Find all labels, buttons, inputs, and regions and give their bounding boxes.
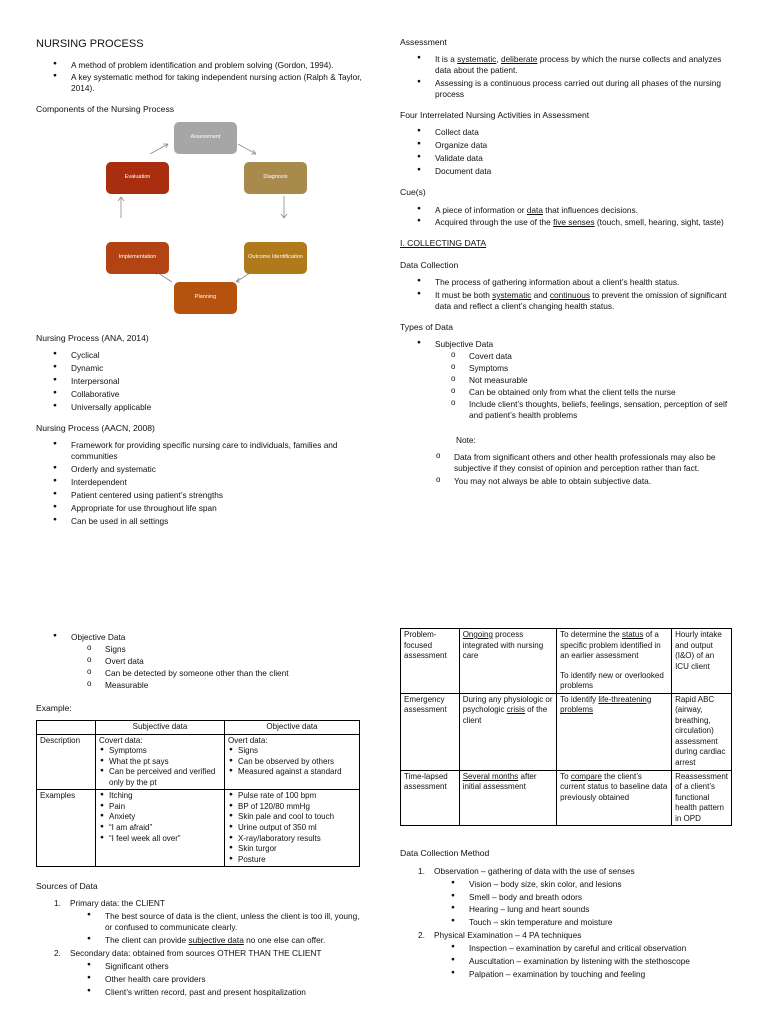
list-item: ● The process of gathering information about a client’s health status. xyxy=(400,277,735,288)
data-collection-heading: Data Collection xyxy=(400,259,459,270)
list-item xyxy=(434,969,735,980)
table-header: Subjective data xyxy=(96,721,225,735)
list-item: o Symptoms xyxy=(435,363,735,374)
table-cell: Problem-focused assessment xyxy=(401,629,460,694)
list-item: ● Skin pale and cool to touch xyxy=(228,812,356,823)
four-activities-list xyxy=(400,127,735,177)
table-cell xyxy=(225,790,360,867)
diagnosis-node: Diagnosis xyxy=(244,162,307,194)
list-item: o You may not always be able to obtain subjective data. xyxy=(420,476,735,487)
text: and xyxy=(670,54,689,65)
term: Palpation xyxy=(469,969,504,980)
four-activities-heading: Four Interrelated Nursing Activities in Assessment xyxy=(400,110,590,121)
list-item: o Covert data xyxy=(435,351,735,362)
assessment-node: Assessment xyxy=(174,122,237,154)
list-item: ● BP of 120/80 mmHg xyxy=(228,802,356,813)
table-row xyxy=(37,734,360,790)
text: systematic xyxy=(492,290,532,301)
types-list xyxy=(400,339,735,421)
table-cell xyxy=(557,770,672,826)
text: , xyxy=(496,54,501,65)
list-item: ● Pulse rate of 100 bpm xyxy=(228,791,356,802)
list-item: ● Organize data xyxy=(400,140,735,151)
sub-list xyxy=(70,911,366,946)
list-item: ● Framework for providing specific nursing care to individuals, families and communities xyxy=(36,440,366,462)
list-item xyxy=(434,956,735,967)
term: Smell xyxy=(469,891,490,902)
list-item: ● Document data xyxy=(400,166,735,177)
text: subjective data xyxy=(188,935,244,946)
table-cell: Emergency assessment xyxy=(401,693,460,770)
table-row xyxy=(401,770,732,826)
cell-text xyxy=(560,630,668,662)
assessment-types-table xyxy=(400,628,732,826)
list-item: o Can be detected by someone other than the client xyxy=(71,668,366,679)
table-cell xyxy=(459,629,556,694)
table-row xyxy=(401,629,732,694)
list-item: ● Other health care providers xyxy=(70,974,366,985)
data-collection-list xyxy=(400,277,735,312)
text: It must be both xyxy=(435,290,493,301)
planning-node: Planning xyxy=(174,282,237,314)
assessment-heading: Assessment xyxy=(400,37,447,47)
left-bottom-column xyxy=(36,630,366,1000)
text: process by which the nurse xyxy=(537,54,643,65)
list-item: ● Pain xyxy=(99,802,221,813)
ana-list xyxy=(36,350,366,413)
list-item xyxy=(400,930,735,980)
text: no one else can offer. xyxy=(243,935,326,946)
sub-list xyxy=(70,961,366,998)
list-item: o Signs xyxy=(71,644,366,655)
text: after initial assessment xyxy=(462,771,537,792)
sources-list xyxy=(36,898,366,998)
text: During any physiologic or psychologic xyxy=(462,694,553,715)
list-item xyxy=(434,943,735,954)
text: – examination by listening with the stethoscope xyxy=(514,956,690,967)
list-item: ● Collect data xyxy=(400,127,735,138)
method-heading: Data Collection Method xyxy=(400,848,490,859)
text: Several months xyxy=(462,771,519,781)
list-item: ● Signs xyxy=(228,746,356,757)
list-item: ● Cyclical xyxy=(36,350,366,361)
aacn-list xyxy=(36,440,366,527)
evaluation-node: Evaluation xyxy=(106,162,169,194)
implementation-node: Implementation xyxy=(106,242,169,274)
list-item: ● Patient centered using patient’s strengths xyxy=(36,490,366,501)
page-title: NURSING PROCESS xyxy=(36,38,144,50)
text: – body and breath odors xyxy=(489,891,583,902)
table-cell: Examples xyxy=(37,790,96,867)
list-item xyxy=(434,904,735,915)
subjective-items xyxy=(435,351,735,421)
note-label: Note: xyxy=(456,434,476,445)
list-number: 2. xyxy=(54,948,61,959)
list-item: ● Dynamic xyxy=(36,363,366,374)
list-item xyxy=(434,879,735,890)
text: The client can provide xyxy=(105,935,189,946)
list-item: ● A method of problem identification and problem solving (Gordon, 1994). xyxy=(36,60,366,71)
table-cell xyxy=(557,629,672,694)
text: continuous xyxy=(549,290,590,301)
arrow-diagnosis-outcome xyxy=(281,196,287,218)
subjective-label: Subjective Data xyxy=(435,339,494,350)
text: compare xyxy=(570,771,602,781)
right-top-column xyxy=(400,37,735,488)
table-row xyxy=(401,693,732,770)
table-cell xyxy=(225,734,360,790)
table-cell: Description xyxy=(37,734,96,790)
list-number: 2. xyxy=(418,930,425,941)
table-cell: Hourly intake and output (I&O) of an ICU client xyxy=(672,629,732,694)
text: – lung and heart sounds xyxy=(498,904,590,915)
list-item xyxy=(400,866,735,929)
objective-list xyxy=(36,632,366,691)
list-item: o Include client’s thoughts, beliefs, feelings, sensation, perception of self and patient’s health problems xyxy=(435,399,735,421)
cell-list xyxy=(99,746,221,788)
outcome-identification-node: Outcome Identification xyxy=(244,242,307,274)
list-item: ● The best source of data is the client, unless the client is too ill, young, or confused to communicate clearly. xyxy=(70,911,366,933)
term: Auscultation xyxy=(469,956,515,967)
list-item: ● Validate data xyxy=(400,153,735,164)
list-item: ● Universally applicable xyxy=(36,402,366,413)
table-cell: Reassessment of a client’s functional health pattern in OPD xyxy=(672,770,732,826)
text: process integrated with nursing care xyxy=(462,630,544,661)
text: crisis xyxy=(506,705,525,715)
text: Secondary data: obtained from sources OTHER THAN THE CLIENT xyxy=(70,948,322,959)
text: life-threatening problems xyxy=(560,694,652,715)
text: to prevent the omission of significant data and reflect a client’s changing health status. xyxy=(435,290,727,311)
text: the client’s current status to baseline data previously obtained xyxy=(560,771,668,802)
list-item: o Data from significant others and other health professionals may also be subjective if they consist of opinion and perception rather than fact. xyxy=(420,452,735,474)
list-item: ● Skin turgor xyxy=(228,844,356,855)
term: Touch xyxy=(469,917,492,928)
list-number: 1. xyxy=(54,898,61,909)
text: of a specific problem identified in an earlier assessment xyxy=(560,630,661,661)
objective-label: Objective Data xyxy=(71,632,126,642)
term: Inspection xyxy=(469,943,507,954)
list-item: ● Collaborative xyxy=(36,389,366,400)
text: It is a xyxy=(435,54,458,65)
text: Acquired through the use of the xyxy=(435,217,554,228)
list-item: ● Urine output of 350 ml xyxy=(228,823,356,834)
text: data about the patient. xyxy=(435,65,518,76)
list-item xyxy=(36,632,366,691)
list-item xyxy=(434,892,735,903)
nursing-process-diagram xyxy=(106,122,366,327)
text: systematic xyxy=(457,54,497,65)
text: A piece of information or xyxy=(435,204,527,215)
table-row xyxy=(37,721,360,735)
aacn-heading: Nursing Process (AACN, 2008) xyxy=(36,422,155,433)
list-item: ● What the pt says xyxy=(99,757,221,768)
list-item xyxy=(400,339,735,421)
text: data xyxy=(526,204,543,215)
cues-list xyxy=(400,205,735,229)
list-item: o Overt data xyxy=(71,656,366,667)
ana-heading: Nursing Process (ANA, 2014) xyxy=(36,332,149,343)
sources-heading: Sources of Data xyxy=(36,881,98,892)
assessment-list xyxy=(400,54,735,100)
text: (touch, smell, hearing, sight, taste) xyxy=(594,217,724,228)
table-cell xyxy=(96,734,225,790)
list-item: ● Can be used in all settings xyxy=(36,516,366,527)
list-item: ● Interdependent xyxy=(36,477,366,488)
list-item: o Can be obtained only from what the client tells the nurse xyxy=(435,387,735,398)
list-item: ● Assessing is a continuous process carried out during all phases of the nursing process xyxy=(400,78,735,100)
text: – examination by careful and critical observation xyxy=(506,943,687,954)
sub-list xyxy=(434,879,735,929)
term: Hearing xyxy=(469,904,499,915)
intro-list xyxy=(36,60,366,95)
left-top-column xyxy=(36,37,366,529)
list-item: ● A key systematic method for taking independent nursing action (Ralph & Taylor, 2014). xyxy=(36,72,366,94)
table-cell xyxy=(37,721,96,735)
term: Vision xyxy=(469,878,492,889)
cues-heading: Cue(s) xyxy=(400,187,426,198)
list-item: ● Measured against a standard xyxy=(228,767,356,778)
list-item xyxy=(400,205,735,216)
text: – skin temperature and moisture xyxy=(491,917,613,928)
text: analyzes xyxy=(688,54,722,65)
arrow-evaluation-assessment xyxy=(150,144,168,154)
list-item: ● Can be perceived and verified only by the pt xyxy=(99,767,221,788)
method-list xyxy=(400,866,735,980)
text: Observation – gathering of data with the use of senses xyxy=(434,865,635,876)
cell-list xyxy=(228,791,356,865)
list-item xyxy=(36,898,366,946)
sub-list xyxy=(434,943,735,980)
table-cell xyxy=(557,693,672,770)
example-label: Example: xyxy=(36,702,72,713)
list-item: ● Orderly and systematic xyxy=(36,464,366,475)
table-row xyxy=(37,790,360,867)
table-header: Objective data xyxy=(225,721,360,735)
text: and xyxy=(531,290,550,301)
list-item xyxy=(70,935,366,946)
text: Ongoing xyxy=(462,630,493,639)
text: five senses xyxy=(553,217,595,228)
note-list xyxy=(400,452,735,487)
cell-text: To identify new or overlooked problems xyxy=(560,670,664,691)
list-item: ● Client’s written record, past and present hospitalization xyxy=(70,987,366,998)
cell-list xyxy=(99,791,221,844)
list-number: 1. xyxy=(418,865,425,876)
list-item: ● Itching xyxy=(99,791,221,802)
components-heading: Components of the Nursing Process xyxy=(36,104,175,115)
text: status xyxy=(621,630,644,639)
right-bottom-column xyxy=(400,628,735,982)
table-cell xyxy=(96,790,225,867)
text: collects xyxy=(642,54,671,65)
list-item: ● Interpersonal xyxy=(36,376,366,387)
text: – examination by touching and feeling xyxy=(503,969,646,980)
cell-title: Overt data: xyxy=(228,735,268,745)
list-item xyxy=(400,54,735,76)
list-item: ● Can be observed by others xyxy=(228,757,356,768)
text: Primary data: the CLIENT xyxy=(70,898,165,909)
cell-list xyxy=(228,746,356,778)
text: Physical Examination – 4 PA techniques xyxy=(434,930,582,941)
list-item xyxy=(400,217,735,228)
arrow-implementation-evaluation xyxy=(118,197,124,218)
list-item xyxy=(434,917,735,928)
list-item: ● Posture xyxy=(228,855,356,866)
list-item: ● Symptoms xyxy=(99,746,221,757)
cell-title: Covert data: xyxy=(99,735,143,745)
text: that influences decisions. xyxy=(542,204,638,215)
list-item xyxy=(400,290,735,312)
objective-items xyxy=(71,644,366,691)
collecting-data-heading: I. COLLECTING DATA xyxy=(400,238,487,249)
text: To determine the xyxy=(560,630,622,639)
text: deliberate xyxy=(500,54,538,65)
types-of-data-heading: Types of Data xyxy=(400,321,454,332)
text: – body size, skin color, and lesions xyxy=(491,878,622,889)
list-item: ● Significant others xyxy=(70,961,366,972)
table-cell: Time-lapsed assessment xyxy=(401,770,460,826)
list-item: o Not measurable xyxy=(435,375,735,386)
list-item: ● “I am afraid” xyxy=(99,823,221,834)
list-item: ● X-ray/laboratory results xyxy=(228,834,356,845)
arrow-assessment-diagnosis xyxy=(238,144,256,154)
list-item xyxy=(36,948,366,998)
text: To identify xyxy=(560,694,599,704)
list-item: ● “I feel week all over” xyxy=(99,834,221,845)
subjective-objective-table xyxy=(36,720,360,867)
table-cell xyxy=(459,770,556,826)
table-cell: Rapid ABC (airway, breathing, circulation) assessment during cardiac arrest xyxy=(672,693,732,770)
text: of the client xyxy=(462,705,548,725)
list-item: ● Appropriate for use throughout life span xyxy=(36,503,366,514)
list-item: ● Anxiety xyxy=(99,812,221,823)
text: To xyxy=(560,771,571,781)
list-item: o Measurable xyxy=(71,680,366,691)
table-cell xyxy=(459,693,556,770)
